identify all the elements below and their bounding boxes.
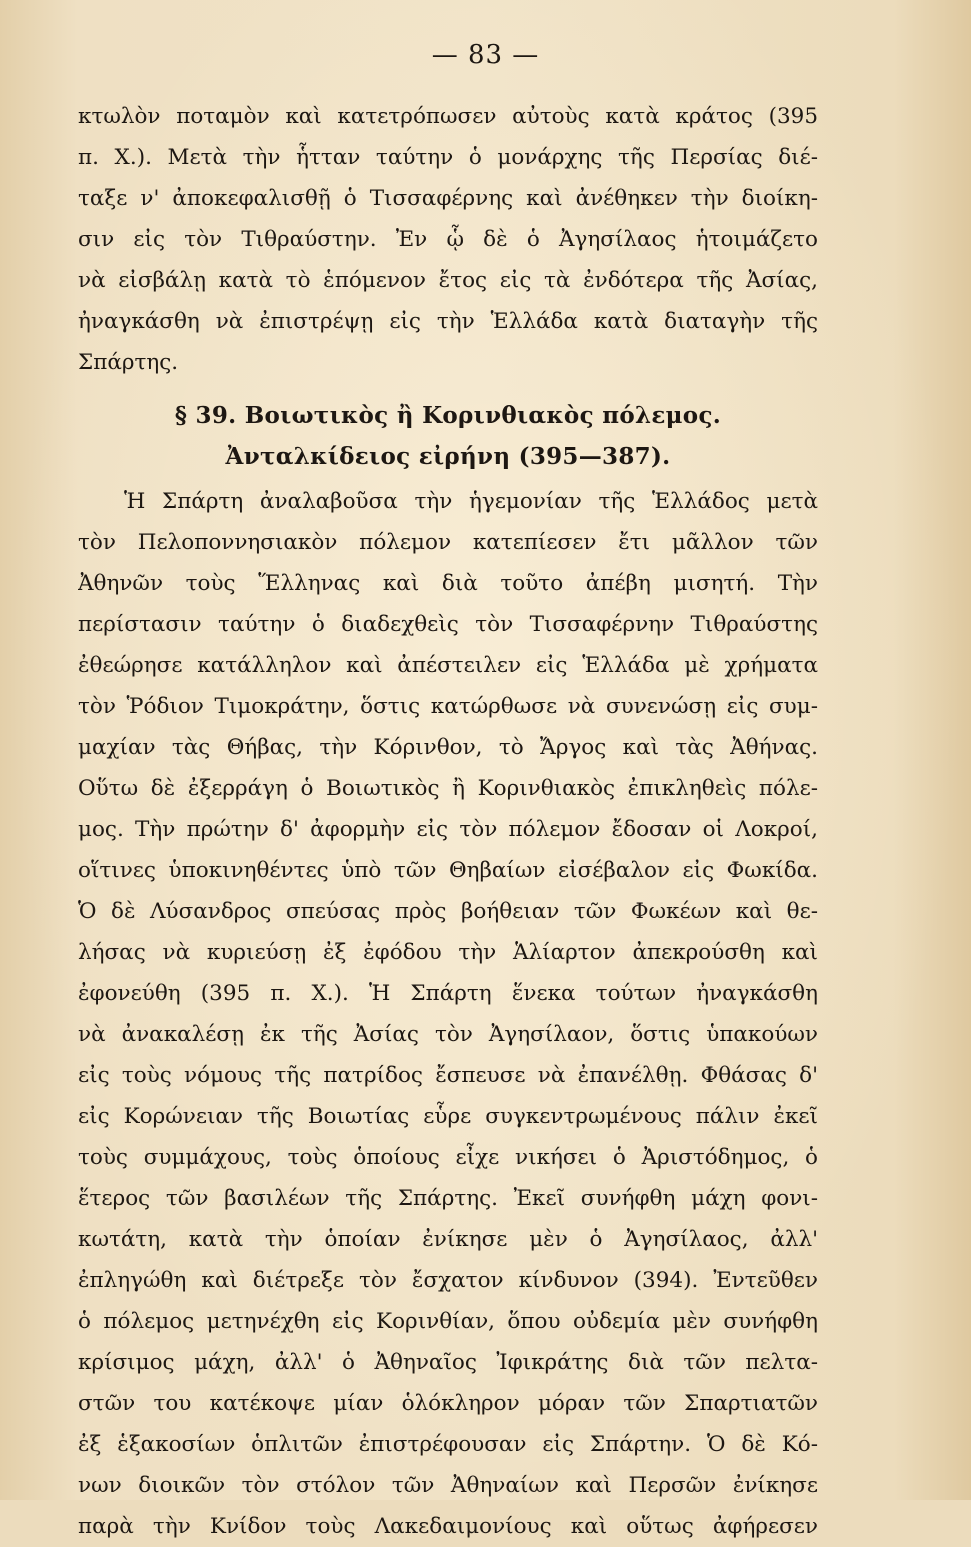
text-line: εἰς τοὺς νόμους τῆς πατρίδος ἔσπευσε νὰ ἐπανέλθῃ. Φθάσας δ' xyxy=(78,1063,818,1088)
text-line: Ὁ δὲ Λύσανδρος σπεύσας πρὸς βοήθειαν τῶν Φωκέων καὶ θε- xyxy=(78,899,818,924)
text-line: τὸν Ῥόδιον Τιμοκράτην, ὅστις κατώρθωσε νὰ συνενώσῃ εἰς συμ- xyxy=(78,694,818,719)
text-line: νων διοικῶν τὸν στόλον τῶν Ἀθηναίων καὶ Περσῶν ἐνίκησε xyxy=(78,1473,818,1498)
text-body xyxy=(78,96,818,1547)
page-number: — 83 — xyxy=(431,40,540,70)
text-line: κτωλὸν ποταμὸν καὶ κατετρόπωσεν αὐτοὺς κατὰ κράτος (395 xyxy=(78,104,818,129)
text-line: π. Χ.). Μετὰ τὴν ἧτταν ταύτην ὁ μονάρχης τῆς Περσίας διέ- xyxy=(78,145,818,170)
text-line: ἕτερος τῶν βασιλέων τῆς Σπάρτης. Ἐκεῖ συνήφθη μάχη φονι- xyxy=(78,1186,818,1211)
text-line: ἐφονεύθη (395 π. Χ.). Ἡ Σπάρτη ἕνεκα τούτων ἠναγκάσθη xyxy=(78,981,818,1006)
text-line: ἐξ ἑξακοσίων ὁπλιτῶν ἐπιστρέφουσαν εἰς Σπάρτην. Ὁ δὲ Κό- xyxy=(78,1432,818,1457)
text-line: ἠναγκάσθη νὰ ἐπιστρέψῃ εἰς τὴν Ἑλλάδα κατὰ διαταγὴν τῆς xyxy=(78,309,818,334)
text-line: Ἀθηνῶν τοὺς Ἕλληνας καὶ διὰ τοῦτο ἀπέβη μισητή. Τὴν xyxy=(78,571,818,596)
text-line: τὸν Πελοποννησιακὸν πόλεμον κατεπίεσεν ἔτι μᾶλλον τῶν xyxy=(78,530,818,555)
text-line: μος. Τὴν πρώτην δ' ἀφορμὴν εἰς τὸν πόλεμον ἔδοσαν οἱ Λοκροί, xyxy=(78,817,818,842)
text-line: παρὰ τὴν Κνίδον τοὺς Λακεδαιμονίους καὶ οὕτως ἀφήρεσεν xyxy=(78,1514,818,1539)
text-line: κωτάτη, κατὰ τὴν ὁποίαν ἐνίκησε μὲν ὁ Ἀγησίλαος, ἀλλ' xyxy=(78,1227,818,1252)
text-line: Σπάρτης. xyxy=(78,350,179,375)
text-line: νὰ ἀνακαλέσῃ ἐκ τῆς Ἀσίας τὸν Ἀγησίλαον, ὅστις ὑπακούων xyxy=(78,1022,818,1047)
text-line: ἐθεώρησε κατάλληλον καὶ ἀπέστειλεν εἰς Ἑλλάδα μὲ χρήματα xyxy=(78,653,818,678)
text-line: μαχίαν τὰς Θήβας, τὴν Κόρινθον, τὸ Ἄργος καὶ τὰς Ἀθήνας. xyxy=(78,735,818,760)
section-heading-subtitle: Ἀνταλκίδειος εἰρήνη (395—387). xyxy=(225,443,671,470)
text-line: οἵτινες ὑποκινηθέντες ὑπὸ τῶν Θηβαίων εἰσέβαλον εἰς Φωκίδα. xyxy=(78,858,818,883)
text-line: λήσας νὰ κυριεύσῃ ἐξ ἐφόδου τὴν Ἁλίαρτον ἀπεκρούσθη καὶ xyxy=(78,940,818,965)
section-heading: § 39. Βοιωτικὸς ἢ Κορινθιακὸς πόλεμος. xyxy=(174,402,722,429)
text-line: σιν εἰς τὸν Τιθραύστην. Ἐν ᾧ δὲ ὁ Ἀγησίλαος ἡτοιμάζετο xyxy=(78,227,818,252)
text-line: Οὕτω δὲ ἐξερράγη ὁ Βοιωτικὸς ἢ Κορινθιακὸς ἐπικληθεὶς πόλε- xyxy=(78,776,818,801)
text-line: νὰ εἰσβάλῃ κατὰ τὸ ἑπόμενον ἔτος εἰς τὰ ἐνδότερα τῆς Ἀσίας, xyxy=(78,268,818,293)
text-line: περίστασιν ταύτην ὁ διαδεχθεὶς τὸν Τισσαφέρνην Τιθραύστης xyxy=(78,612,818,637)
text-line: τοὺς συμμάχους, τοὺς ὁποίους εἶχε νικήσει ὁ Ἀριστόδημος, ὁ xyxy=(78,1145,818,1170)
text-line: ἐπληγώθη καὶ διέτρεξε τὸν ἔσχατον κίνδυνον (394). Ἐντεῦθεν xyxy=(78,1268,818,1293)
text-line: ταξε ν' ἀποκεφαλισθῇ ὁ Τισσαφέρνης καὶ ἀνέθηκεν τὴν διοίκη- xyxy=(78,186,818,211)
text-line: στῶν του κατέκοψε μίαν ὁλόκληρον μόραν τῶν Σπαρτιατῶν xyxy=(78,1391,818,1416)
text-line: εἰς Κορώνειαν τῆς Βοιωτίας εὗρε συγκεντρωμένους πάλιν ἐκεῖ xyxy=(78,1104,818,1129)
text-line: ὁ πόλεμος μετηνέχθη εἰς Κορινθίαν, ὅπου οὐδεμία μὲν συνήφθη xyxy=(78,1309,818,1334)
text-line: κρίσιμος μάχη, ἀλλ' ὁ Ἀθηναῖος Ἰφικράτης διὰ τῶν πελτα- xyxy=(78,1350,818,1375)
text-line: Ἡ Σπάρτη ἀναλαβοῦσα τὴν ἡγεμονίαν τῆς Ἑλλάδος μετὰ xyxy=(124,489,818,514)
